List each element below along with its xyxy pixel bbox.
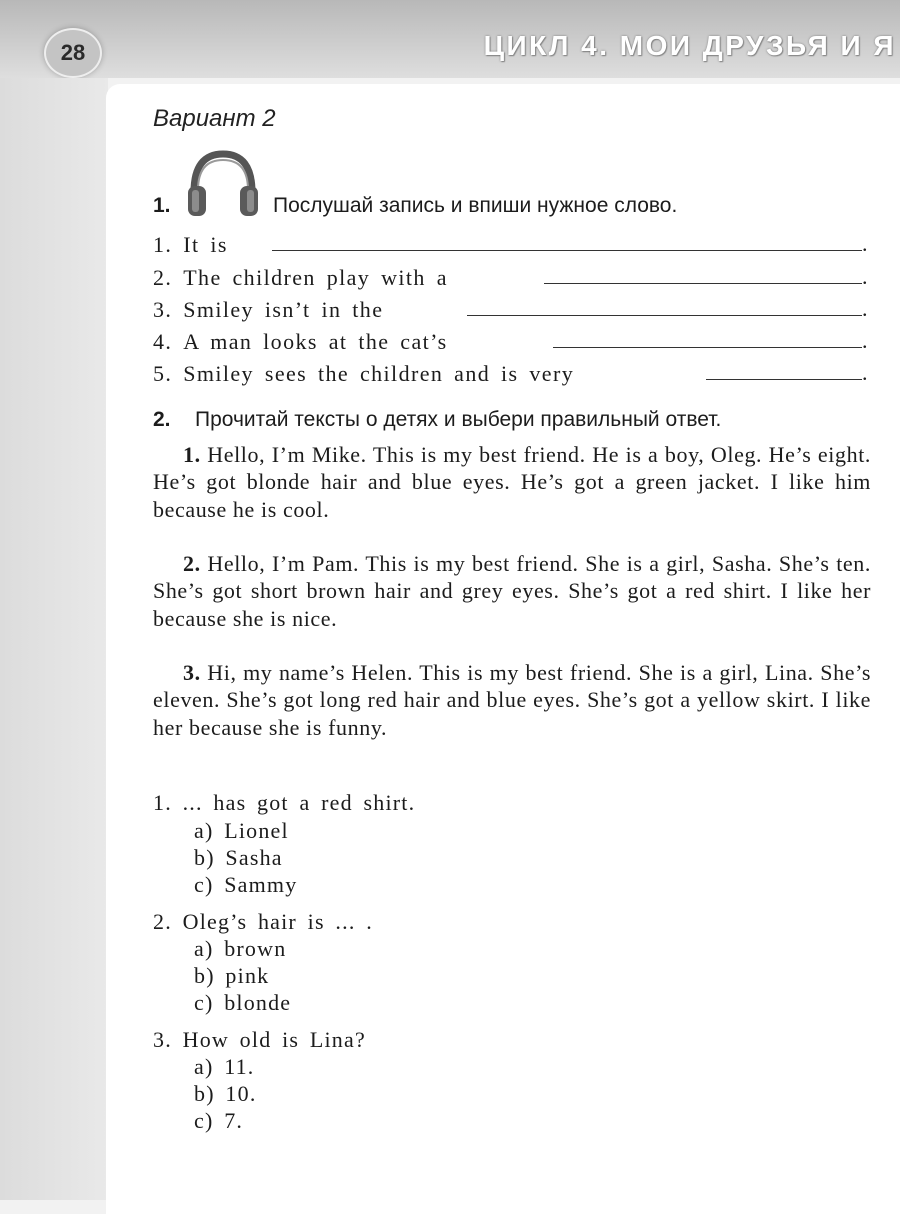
variant-title: Вариант 2 bbox=[153, 105, 276, 132]
text-body: Hello, I’m Pam. This is my best friend. She is a girl, Sasha. She’s ten. She’s got short brown hair and grey eyes. She’s got a red shirt. I like her because she is nice. bbox=[153, 551, 871, 631]
question-3: 3. How old is Lina? bbox=[153, 1027, 366, 1052]
period: . bbox=[862, 360, 868, 385]
task1-instruction: Послушай запись и впиши нужное слово. bbox=[273, 194, 678, 217]
text-body: Hello, I’m Mike. This is my best friend. He is a boy, Oleg. He’s eight. He’s got blonde hair and blue eyes. He’s got a green jacket. I like him because he is cool. bbox=[153, 442, 872, 522]
option-3a[interactable]: a) 11. bbox=[194, 1054, 255, 1079]
option-1c[interactable]: c) Sammy bbox=[194, 872, 298, 897]
task1-item-4 bbox=[153, 325, 448, 355]
item-text: Smiley sees the children and is very bbox=[183, 361, 575, 386]
item-number: 4. bbox=[153, 329, 173, 354]
item-text: It is bbox=[183, 232, 228, 257]
item-number: 1. bbox=[153, 232, 173, 257]
item-number: 2. bbox=[153, 265, 173, 290]
period: . bbox=[862, 296, 868, 321]
reading-text-1 bbox=[153, 441, 871, 523]
text-number: 2. bbox=[183, 551, 201, 576]
headphones-icon bbox=[186, 148, 260, 220]
option-2b[interactable]: b) pink bbox=[194, 963, 270, 988]
cycle-title: ЦИКЛ 4. МОИ ДРУЗЬЯ И Я bbox=[483, 30, 896, 61]
task1-item-1 bbox=[153, 228, 228, 258]
item-text: The children play with a bbox=[183, 265, 448, 290]
period: . bbox=[862, 328, 868, 353]
period: . bbox=[862, 264, 868, 289]
item-text: A man looks at the cat’s bbox=[183, 329, 448, 354]
left-margin bbox=[0, 78, 108, 1200]
task1-item-2 bbox=[153, 261, 448, 291]
option-1b[interactable]: b) Sasha bbox=[194, 845, 283, 870]
answer-blank-1[interactable] bbox=[272, 250, 862, 251]
option-2a[interactable]: a) brown bbox=[194, 936, 287, 961]
text-number: 3. bbox=[183, 660, 201, 685]
answer-blank-4[interactable] bbox=[553, 347, 862, 348]
task2-number: 2. bbox=[153, 408, 171, 431]
task2-instruction: Прочитай тексты о детях и выбери правильный ответ. bbox=[195, 408, 722, 431]
period: . bbox=[862, 231, 868, 256]
option-2c[interactable]: c) blonde bbox=[194, 990, 292, 1015]
option-1a[interactable]: a) Lionel bbox=[194, 818, 289, 843]
option-3c[interactable]: c) 7. bbox=[194, 1108, 244, 1133]
question-1: 1. ... has got a red shirt. bbox=[153, 790, 416, 815]
answer-blank-5[interactable] bbox=[706, 379, 862, 380]
answer-blank-3[interactable] bbox=[467, 315, 862, 316]
item-text: Smiley isn’t in the bbox=[183, 297, 384, 322]
task1-item-3 bbox=[153, 293, 383, 323]
item-number: 3. bbox=[153, 297, 173, 322]
task1-item-5 bbox=[153, 357, 574, 387]
reading-text-3 bbox=[153, 659, 871, 741]
item-number: 5. bbox=[153, 361, 173, 386]
task1-number: 1. bbox=[153, 194, 171, 217]
page-number: 28 bbox=[44, 28, 102, 78]
reading-text-2 bbox=[153, 550, 871, 632]
text-number: 1. bbox=[183, 442, 201, 467]
option-3b[interactable]: b) 10. bbox=[194, 1081, 257, 1106]
question-2: 2. Oleg’s hair is ... . bbox=[153, 909, 373, 934]
answer-blank-2[interactable] bbox=[544, 283, 862, 284]
text-body: Hi, my name’s Helen. This is my best friend. She is a girl, Lina. She’s eleven. She’s got long red hair and blue eyes. She’s got a yellow skirt. I like her because she is funny. bbox=[153, 660, 871, 740]
